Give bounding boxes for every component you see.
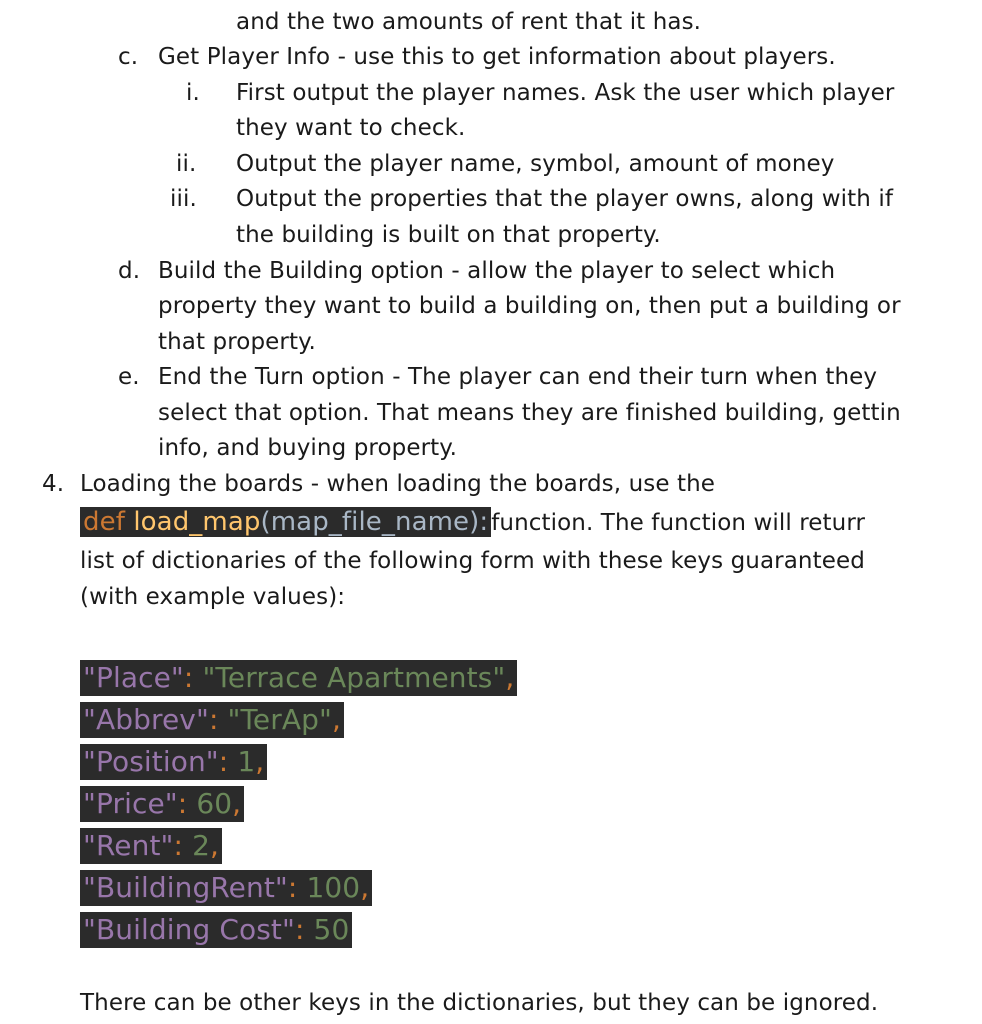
code-value: 2 xyxy=(192,829,210,862)
code-comma: , xyxy=(331,703,341,736)
list-item-text: select that option. That means they are finished building, gettin xyxy=(158,400,901,426)
sublist-item-text: Output the properties that the player owns, along with if xyxy=(236,186,894,212)
inline-code xyxy=(80,507,491,537)
sublist-item-text: First output the player names. Ask the user which player xyxy=(236,80,895,106)
code-separator: : xyxy=(173,829,193,862)
list-item-text: Build the Building option - allow the player to select which xyxy=(158,258,836,284)
code-key: "Price" xyxy=(83,787,178,820)
list-item-text: function. The function will returr xyxy=(491,510,866,536)
list-item-text: Loading the boards - when loading the boards, use the xyxy=(80,471,716,497)
sublist-marker: ii. xyxy=(176,151,197,177)
code-key: "Rent" xyxy=(83,829,174,862)
sublist-item-text: Output the player name, symbol, amount of money xyxy=(236,151,835,177)
code-separator: : xyxy=(295,913,314,946)
code-block-line xyxy=(80,702,344,738)
code-separator: : xyxy=(218,745,238,778)
list-item-text: Get Player Info - use this to get information about players. xyxy=(158,44,836,70)
code-block-line xyxy=(80,912,352,948)
code-key: "Place" xyxy=(83,661,184,694)
list-marker: 4. xyxy=(42,471,65,497)
paragraph-line: and the two amounts of rent that it has. xyxy=(236,9,702,35)
sublist-item-text: the building is built on that property. xyxy=(236,222,661,248)
list-marker: d. xyxy=(118,258,141,284)
code-comma: , xyxy=(209,829,219,862)
code-value: 1 xyxy=(237,745,256,778)
code-value: 60 xyxy=(196,787,233,820)
code-key: "BuildingRent" xyxy=(83,871,288,904)
code-block-line xyxy=(80,660,517,696)
code-comma: , xyxy=(255,745,265,778)
code-block-line xyxy=(80,828,222,864)
code-separator: : xyxy=(208,703,228,736)
code-key: "Abbrev" xyxy=(83,703,209,736)
code-keyword: def xyxy=(83,507,125,537)
list-marker: c. xyxy=(118,44,139,70)
list-item-text: list of dictionaries of the following form with these keys guaranteed xyxy=(80,548,865,574)
code-function-name: load_map xyxy=(133,507,261,537)
list-item-text-with-code xyxy=(80,507,865,538)
code-value: "TerAp" xyxy=(227,703,332,736)
list-item-text: End the Turn option - The player can end their turn when they xyxy=(158,364,878,390)
list-item-text: (with example values): xyxy=(80,584,346,610)
sublist-marker: iii. xyxy=(170,186,197,212)
list-item-text: that property. xyxy=(158,329,316,355)
code-separator: : xyxy=(183,661,203,694)
list-item-text: property they want to build a building on, then put a building or xyxy=(158,293,901,319)
code-value: "Terrace Apartments" xyxy=(202,661,506,694)
code-block-line xyxy=(80,744,267,780)
code-block-line xyxy=(80,786,244,822)
paragraph-line: There can be other keys in the dictionaries, but they can be ignored. xyxy=(80,990,879,1016)
code-comma: , xyxy=(360,871,370,904)
code-key: "Building Cost" xyxy=(83,913,295,946)
code-comma: , xyxy=(505,661,515,694)
code-separator: : xyxy=(287,871,307,904)
code-arguments: (map_file_name): xyxy=(260,507,489,537)
code-block-line xyxy=(80,870,372,906)
code-comma: , xyxy=(232,787,242,820)
sublist-marker: i. xyxy=(186,80,200,106)
code-key: "Position" xyxy=(83,745,219,778)
sublist-item-text: they want to check. xyxy=(236,115,466,141)
code-value: 100 xyxy=(306,871,361,904)
code-separator: : xyxy=(177,787,197,820)
code-value: 50 xyxy=(313,913,350,946)
list-marker: e. xyxy=(118,364,140,390)
list-item-text: info, and buying property. xyxy=(158,435,458,461)
